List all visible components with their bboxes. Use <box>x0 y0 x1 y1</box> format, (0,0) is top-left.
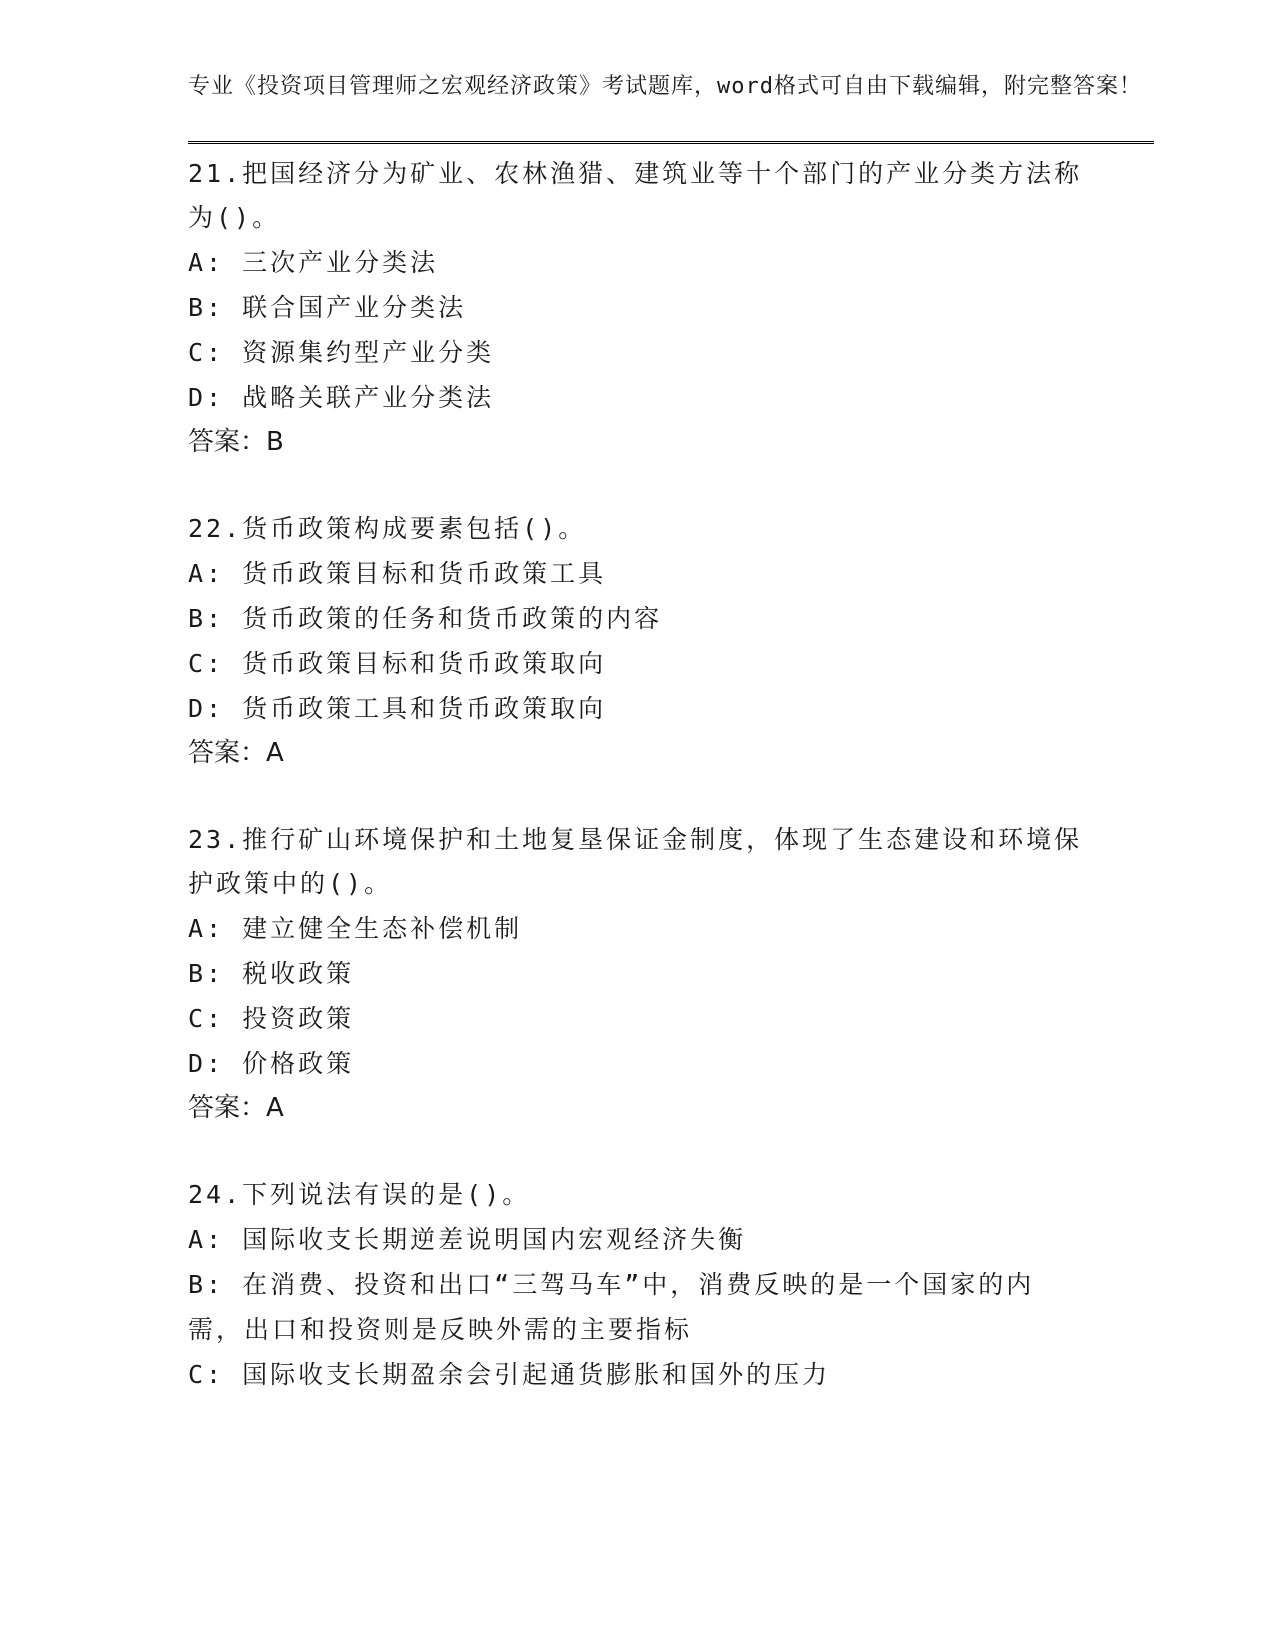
question-stem: 23.推行矿山环境保护和土地复垦保证金制度，体现了生态建设和环境保护政策中的()。 <box>188 825 1083 898</box>
option-b: B: 联合国产业分类法 <box>188 293 467 322</box>
option-a: A: 国际收支长期逆差说明国内宏观经济失衡 <box>188 1225 747 1254</box>
question-24 <box>188 1173 1148 1397</box>
question-stem: 24.下列说法有误的是()。 <box>188 1180 531 1209</box>
option-b: B: 在消费、投资和出口“三驾马车”中，消费反映的是一个国家的内需，出口和投资则是反映外需的主要指标 <box>188 1270 1035 1344</box>
document-page <box>188 70 1148 1397</box>
option-c: C: 货币政策目标和货币政策取向 <box>188 649 607 678</box>
option-c: C: 资源集约型产业分类 <box>188 338 495 367</box>
answer-line: 答案：A <box>188 1093 284 1123</box>
question-spacer <box>188 1131 1148 1173</box>
question-stem: 22.货币政策构成要素包括()。 <box>188 514 587 543</box>
question-spacer <box>188 776 1148 818</box>
option-a: A: 货币政策目标和货币政策工具 <box>188 559 607 588</box>
option-d: D: 战略关联产业分类法 <box>188 383 495 412</box>
option-b: B: 税收政策 <box>188 959 355 988</box>
option-b: B: 货币政策的任务和货币政策的内容 <box>188 604 663 633</box>
document-intro: 专业《投资项目管理师之宏观经济政策》考试题库，word格式可自由下载编辑，附完整答案！ <box>188 74 1142 99</box>
header-divider <box>188 141 1154 146</box>
option-a: A: 三次产业分类法 <box>188 248 439 277</box>
option-d: D: 价格政策 <box>188 1049 355 1078</box>
question-spacer <box>188 465 1148 507</box>
option-c: C: 国际收支长期盈余会引起通货膨胀和国外的压力 <box>188 1360 831 1389</box>
question-stem: 21.把国经济分为矿业、农林渔猎、建筑业等十个部门的产业分类方法称为()。 <box>188 159 1083 232</box>
question-21 <box>188 152 1148 465</box>
option-d: D: 货币政策工具和货币政策取向 <box>188 694 607 723</box>
answer-line: 答案：A <box>188 738 284 768</box>
question-23 <box>188 818 1148 1131</box>
option-c: C: 投资政策 <box>188 1004 355 1033</box>
question-22 <box>188 507 1148 776</box>
option-a: A: 建立健全生态补偿机制 <box>188 914 523 943</box>
answer-line: 答案：B <box>188 427 284 457</box>
